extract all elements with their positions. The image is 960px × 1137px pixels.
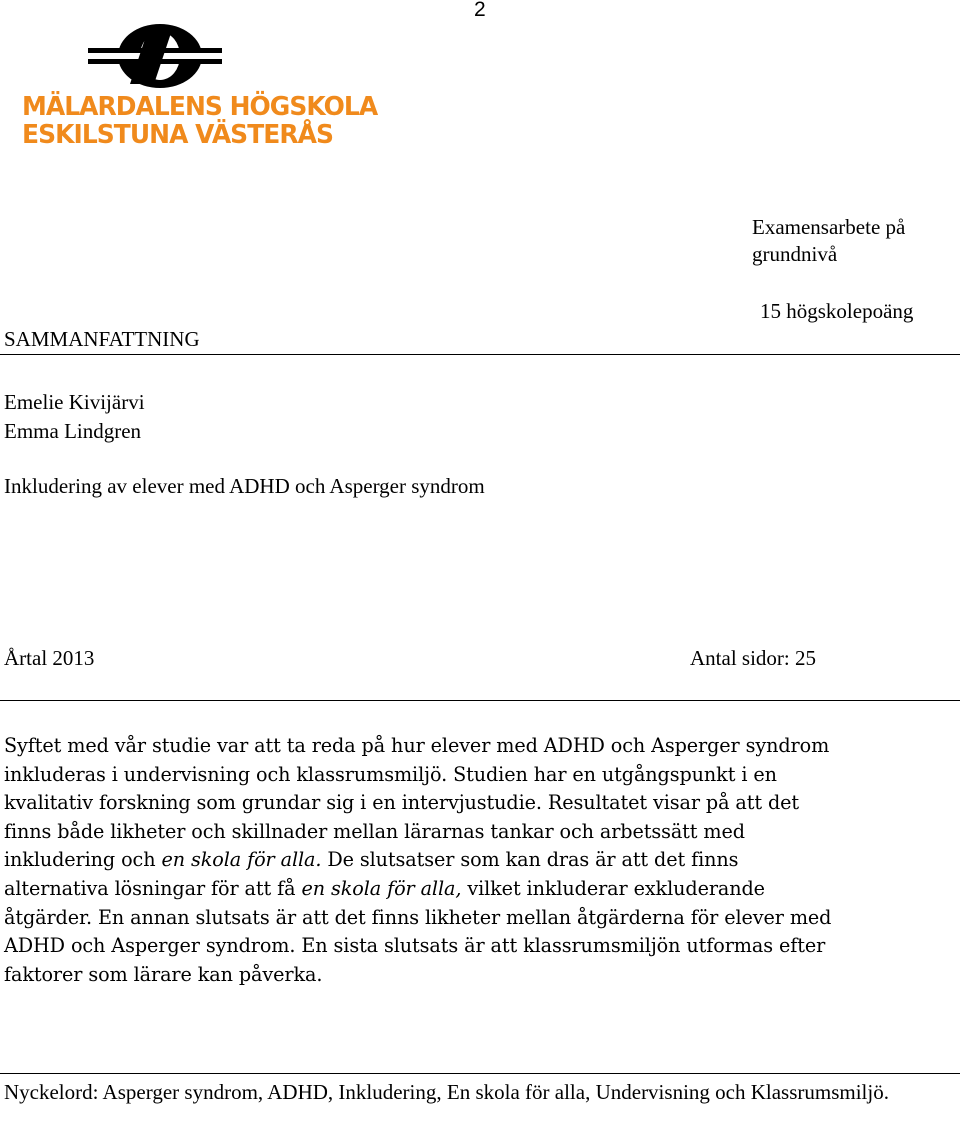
abstract-line: Syftet med vår studie var att ta reda på hur elever med ADHD och Asperger syndrom [4,734,830,757]
divider-top [0,354,960,355]
exam-type: Examensarbete på grundnivå [752,215,906,266]
abstract-line: åtgärder. En annan slutsats är att det finns likheter mellan åtgärderna för elever med [4,905,832,929]
logo-text-line2: ESKILSTUNA VÄSTERÅS [22,120,333,150]
abstract-line: ADHD och Asperger syndrom. En sista slutsats är att klassrumsmiljön utformas efter [4,934,826,958]
abstract-emphasis: en skola för alla, [301,876,462,900]
abstract-line: finns både likheter och skillnader mellan lärarnas tankar och arbetssätt med [4,819,745,843]
summary-heading: SAMMANFATTNING [4,327,200,351]
abstract-text: alternativa lösningar för att få [4,876,302,900]
abstract-line [4,875,954,904]
year: Årtal 2013 [4,646,95,670]
author-name: Emma Lindgren [4,419,142,443]
page-number: 2 [474,0,486,21]
abstract-line [4,846,954,875]
abstract-text: vilket inkluderar exkluderande [461,876,765,900]
university-logo-icon [88,22,222,90]
divider-bottom [0,1073,960,1074]
divider-middle [0,700,960,701]
abstract-line: faktorer som lärare kan påverka. [4,962,323,986]
authors [4,388,145,446]
abstract-line: inkluderas i undervisning och klassrumsmiljö. Studien har en utgångspunkt i en [4,762,777,786]
logo-text-line1: MÄLARDALENS HÖGSKOLA [22,92,378,122]
abstract-text: De slutsatser som kan dras är att det finns [321,848,739,872]
page-count: Antal sidor: 25 [690,646,816,670]
abstract-line: kvalitativ forskning som grundar sig i en intervjustudie. Resultatet visar på att det [4,791,800,815]
abstract-text: inkludering och [4,848,162,872]
thesis-title: Inkludering av elever med ADHD och Asperger syndrom [4,474,485,498]
keywords: Nyckelord: Asperger syndrom, ADHD, Inkludering, En skola för alla, Undervisning och Klassrumsmiljö. [4,1080,889,1104]
author-name: Emelie Kivijärvi [4,390,145,414]
credits: 15 högskolepoäng [760,299,914,323]
abstract-emphasis: en skola för alla. [161,848,322,872]
abstract [4,732,954,989]
